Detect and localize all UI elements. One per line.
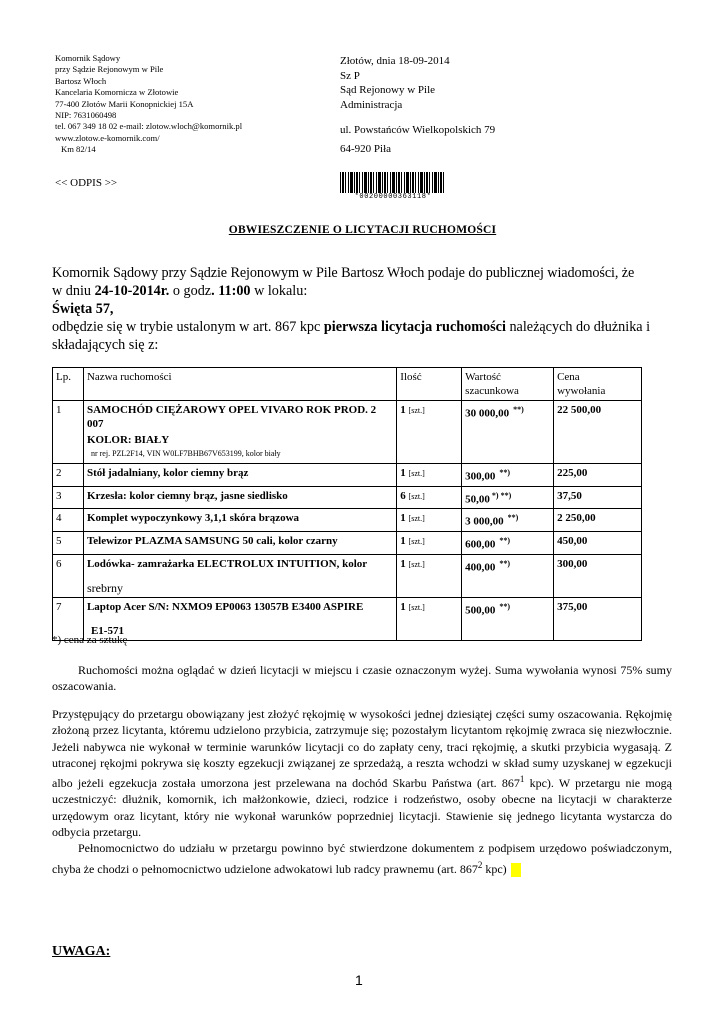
paragraph-viewing: Ruchomości można oglądać w dzień licytacji w miejscu i czasie oznaczonym wyżej. Suma wywołania wynosi 75% sumy oszacowania.: [52, 663, 672, 694]
paragraph-deposit: Przystępujący do przetargu obowiązany jest złożyć rękojmię w wysokości jednej dziesiątej części sumy oszacowania. Rękojmię złożoną przez licytanta, któremu udzielono przybicia, zatrzymuje się; pozostałym licytantom rękojmię zwraca się niezwłocznie. Jeżeli nabywca nie wykonał w terminie warunków licytacji co do zapłaty ceny, traci rękojmię, a skutki przybicia wygasają. Z utraconej rękojmi pokrywa się koszty egzekucji związanej ze sprzedażą, a reszta wchodzi w skład sumy uzyskanej w egzekucji albo jeżeli egzekucja została umorzona jest przelewana na dochód Skarbu Państwa (art. $867^1$ kpc). W przetargu nie mogą uczestniczyć: dłużnik, komornik, ich małżonkowie, dzieci, rodzice i rodzeństwo, osoby obecne na licytacji w charakterze urzędowym oraz licytant, który nie wykonał warunków poprzedniej licytacji. Stawienie się jednego licytanta wystarcza do odbycia przetargu. Pełnomocnictwo do udziału w przetargu powinno być stwierdzone dokumentem z podpisem urzędowo poświadczonym, chyba że chodzi o pełnomocnictwo udzielone adwokatowi lub radcy prawnemu (art. $867^2$ kpc): [52, 707, 672, 876]
sender-line: 77-400 Złotów Marii Konopnickiej 15A: [55, 98, 194, 109]
auction-date: 24-10-2014r.: [94, 283, 170, 299]
document-date: Złotów, dnia 18-09-2014: [340, 55, 450, 67]
header-lp: Lp.: [53, 368, 84, 401]
header-price: Cena wywołania: [554, 368, 642, 401]
header-value: Wartość szacunkowa: [462, 368, 554, 401]
sender-line: NIP: 7631060498: [55, 110, 117, 121]
table-row: 2 Stół jadalniany, kolor ciemny brąz 1 [szt.] 300,00 **) 225,00: [53, 464, 642, 487]
sender-line: Bartosz Włoch: [55, 75, 107, 86]
recipient-line: Administracja: [340, 98, 403, 111]
header-qty: Ilość: [397, 368, 462, 401]
table-row: 6 Lodówka- zamrażarka ELECTROLUX INTUITION, kolor srebrny 1 [szt.] 400,00 **) 300,00: [53, 554, 642, 597]
highlight-mark: [511, 863, 521, 877]
recipient-block: [340, 54, 495, 157]
intro-line: odbędzie się w trybie ustalonym w art. 867 kpc pierwsza licytacja ruchomości należących do dłużnika i: [52, 319, 651, 335]
sender-line: www.zlotow.e-komornik.com/: [55, 132, 160, 143]
case-number: Km 82/14: [61, 144, 96, 155]
warning-heading: UWAGA:: [52, 944, 111, 959]
sender-line: Komornik Sądowy: [55, 53, 121, 63]
recipient-address: ul. Powstańców Wielkopolskich 79: [340, 124, 496, 137]
intro-text: [52, 264, 672, 354]
auction-time: . 11:00: [211, 283, 251, 299]
header-name: Nazwa ruchomości: [83, 368, 396, 401]
sender-block: [55, 53, 242, 156]
table-row: 3 Krzesła: kolor ciemny brąz, jasne siedlisko 6 [szt.] 50,00 *) **) 37,50: [53, 486, 642, 509]
table-row: 4 Komplet wypoczynkowy 3,1,1 skóra brązowa 1 [szt.] 3 000,00 **) 2 250,00: [53, 509, 642, 532]
table-header: [53, 368, 642, 401]
odpis-label: << ODPIS >>: [55, 177, 118, 189]
table-row: 7 Laptop Acer S/N: NXMO9 EP0063 13057B E3400 ASPIRE E1-571 1 [szt.] 500,00 **) 375,00: [53, 597, 642, 640]
footnote: *) cena za sztukę: [52, 634, 128, 646]
table-row: 1 SAMOCHÓD CIĘŻAROWY OPEL VIVARO ROK PROD. 2 007 KOLOR: BIAŁY nr rej. PZL2F14, VIN W0LF7BHB67V653199, kolor biały 1 [szt.] 30 000,00 **) 22 500,00: [53, 401, 642, 464]
table-row: 5 Telewizor PLAZMA SAMSUNG 50 cali, kolor czarny 1 [szt.] 600,00 **) 450,00: [53, 531, 642, 554]
recipient-line: Sąd Rejonowy w Pile: [340, 84, 436, 97]
page-number: 1: [355, 972, 363, 988]
barcode: [340, 172, 446, 200]
sender-line: przy Sądzie Rejonowym w Pile: [55, 64, 164, 75]
intro-line: w dniu 24-10-2014r. o godz. 11:00 w lokalu:: [52, 283, 308, 299]
barcode-bars: [340, 172, 446, 193]
intro-line: Komornik Sądowy przy Sądzie Rejonowym w Pile Bartosz Włoch podaje do publicznej wiadomości, że: [52, 265, 635, 281]
auction-location: Święta 57,: [52, 301, 114, 317]
sender-line: Kancelaria Komornicza w Złotowie: [55, 87, 179, 98]
barcode-number: *00200000363118*: [354, 193, 432, 201]
items-table: [52, 367, 642, 641]
intro-line: składających się z:: [52, 337, 159, 353]
recipient-address: 64-920 Piła: [340, 142, 392, 155]
recipient-line: Sz P: [340, 69, 360, 82]
sender-line: tel. 067 349 18 02 e-mail: zlotow.wloch@komornik.pl: [55, 121, 243, 132]
document-title: OBWIESZCZENIE O LICYTACJI RUCHOMOŚCI: [228, 224, 497, 236]
